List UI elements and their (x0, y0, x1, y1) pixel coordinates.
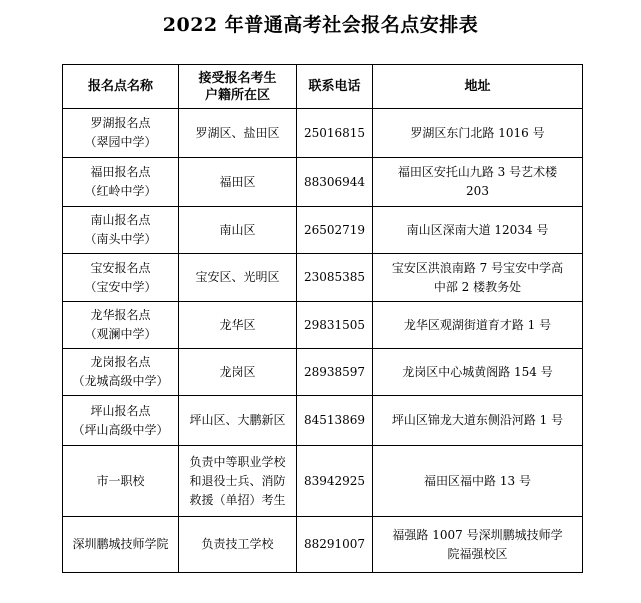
cell-site-name-line: （龙城高级中学） (72, 374, 169, 388)
cell-address (373, 396, 583, 446)
cell-phone: 84513869 (297, 396, 373, 446)
header-name: 报名点名称 (63, 65, 179, 109)
cell-region (179, 349, 297, 396)
cell-address-line: 福田区安托山九路 3 号艺术楼 (397, 165, 558, 179)
page-title: 2022 年普通高考社会报名点安排表 (162, 14, 479, 36)
header-region-line2: 户籍所在区 (204, 87, 270, 103)
cell-site-name-line: （南头中学） (84, 232, 157, 246)
table-row (63, 254, 583, 302)
cell-site-name (63, 158, 179, 207)
cell-site-name-line: 深圳鹏城技师学院 (72, 537, 169, 551)
cell-region (179, 446, 297, 517)
cell-region-line: 负责中等职业学校 (189, 454, 286, 469)
cell-site-name-line: 罗湖报名点 (90, 116, 151, 130)
cell-address-line: 宝安区洪浪南路 7 号宝安中学高 (391, 260, 564, 275)
cell-address (373, 158, 583, 207)
cell-site-name-line: 龙华报名点 (90, 308, 151, 322)
cell-site-name-line: （观澜中学） (84, 327, 157, 341)
cell-region (179, 302, 297, 349)
table-row (63, 109, 583, 158)
cell-region-line: 宝安区、光明区 (195, 270, 280, 284)
table-row (63, 396, 583, 446)
cell-region-line: 南山区 (219, 222, 256, 237)
cell-address (373, 254, 583, 302)
header-region-line1: 接受报名考生 (198, 70, 277, 86)
cell-address (373, 109, 583, 158)
cell-address-line: 203 (466, 184, 489, 198)
cell-region-line: 坪山区、大鹏新区 (189, 413, 286, 427)
cell-site-name-line: （红岭中学） (84, 184, 157, 198)
cell-address (373, 207, 583, 254)
cell-address (373, 446, 583, 517)
cell-site-name (63, 302, 179, 349)
cell-phone: 26502719 (297, 207, 373, 254)
cell-address-line: 中部 2 楼教务处 (433, 279, 522, 294)
header-row (63, 65, 583, 109)
cell-address-line: 南山区深南大道 12034 号 (406, 222, 549, 237)
cell-site-name (63, 254, 179, 302)
cell-site-name (63, 517, 179, 573)
cell-phone: 88291007 (297, 517, 373, 573)
cell-site-name (63, 396, 179, 446)
cell-address-line: 龙华区观湖街道育才路 1 号 (403, 317, 552, 332)
cell-site-name-line: 宝安报名点 (90, 260, 151, 275)
cell-region (179, 254, 297, 302)
cell-site-name (63, 446, 179, 517)
table-row (63, 302, 583, 349)
table-row (63, 207, 583, 254)
cell-site-name-line: 坪山报名点 (90, 403, 151, 418)
cell-region (179, 158, 297, 207)
cell-address (373, 349, 583, 396)
cell-site-name-line: （翠园中学） (84, 135, 157, 149)
table-row (63, 349, 583, 396)
cell-region-line: 救援（单招）考生 (189, 492, 286, 507)
header-phone: 联系电话 (297, 65, 373, 109)
cell-phone: 83942925 (297, 446, 373, 517)
cell-region-line: 龙岗区 (219, 364, 256, 379)
cell-region (179, 396, 297, 446)
cell-site-name-line: （宝安中学） (84, 279, 157, 294)
cell-region (179, 517, 297, 573)
registration-table (62, 64, 583, 573)
table-row (63, 517, 583, 573)
table-row (63, 446, 583, 517)
cell-site-name (63, 349, 179, 396)
cell-phone: 88306944 (297, 158, 373, 207)
cell-site-name (63, 207, 179, 254)
cell-phone: 28938597 (297, 349, 373, 396)
cell-site-name-line: （坪山高级中学） (72, 422, 169, 437)
cell-region (179, 207, 297, 254)
cell-address-line: 罗湖区东门北路 1016 号 (410, 125, 545, 140)
cell-region-line: 和退役士兵、消防 (189, 473, 286, 488)
cell-region (179, 109, 297, 158)
cell-region-line: 福田区 (219, 174, 256, 189)
cell-address-line: 福强路 1007 号深圳鹏城技师学 (392, 527, 563, 542)
cell-address (373, 302, 583, 349)
cell-site-name (63, 109, 179, 158)
cell-site-name-line: 龙岗报名点 (90, 355, 151, 369)
cell-address-line: 龙岗区中心城黄阁路 154 号 (402, 364, 553, 379)
cell-phone: 25016815 (297, 109, 373, 158)
cell-region-line: 罗湖区、盐田区 (195, 125, 280, 140)
header-address: 地址 (373, 65, 583, 109)
cell-address-line: 坪山区锦龙大道东侧沿河路 1 号 (391, 413, 564, 427)
cell-region-line: 龙华区 (219, 317, 256, 332)
cell-phone: 23085385 (297, 254, 373, 302)
header-region (179, 65, 297, 109)
cell-site-name-line: 南山报名点 (90, 213, 151, 227)
cell-address-line: 院福强校区 (447, 546, 508, 561)
cell-site-name-line: 福田报名点 (90, 165, 151, 179)
cell-address (373, 517, 583, 573)
cell-site-name-line: 市一职校 (96, 473, 145, 488)
cell-phone: 29831505 (297, 302, 373, 349)
cell-region-line: 负责技工学校 (201, 537, 274, 551)
table-row (63, 158, 583, 207)
cell-address-line: 福田区福中路 13 号 (424, 473, 531, 488)
